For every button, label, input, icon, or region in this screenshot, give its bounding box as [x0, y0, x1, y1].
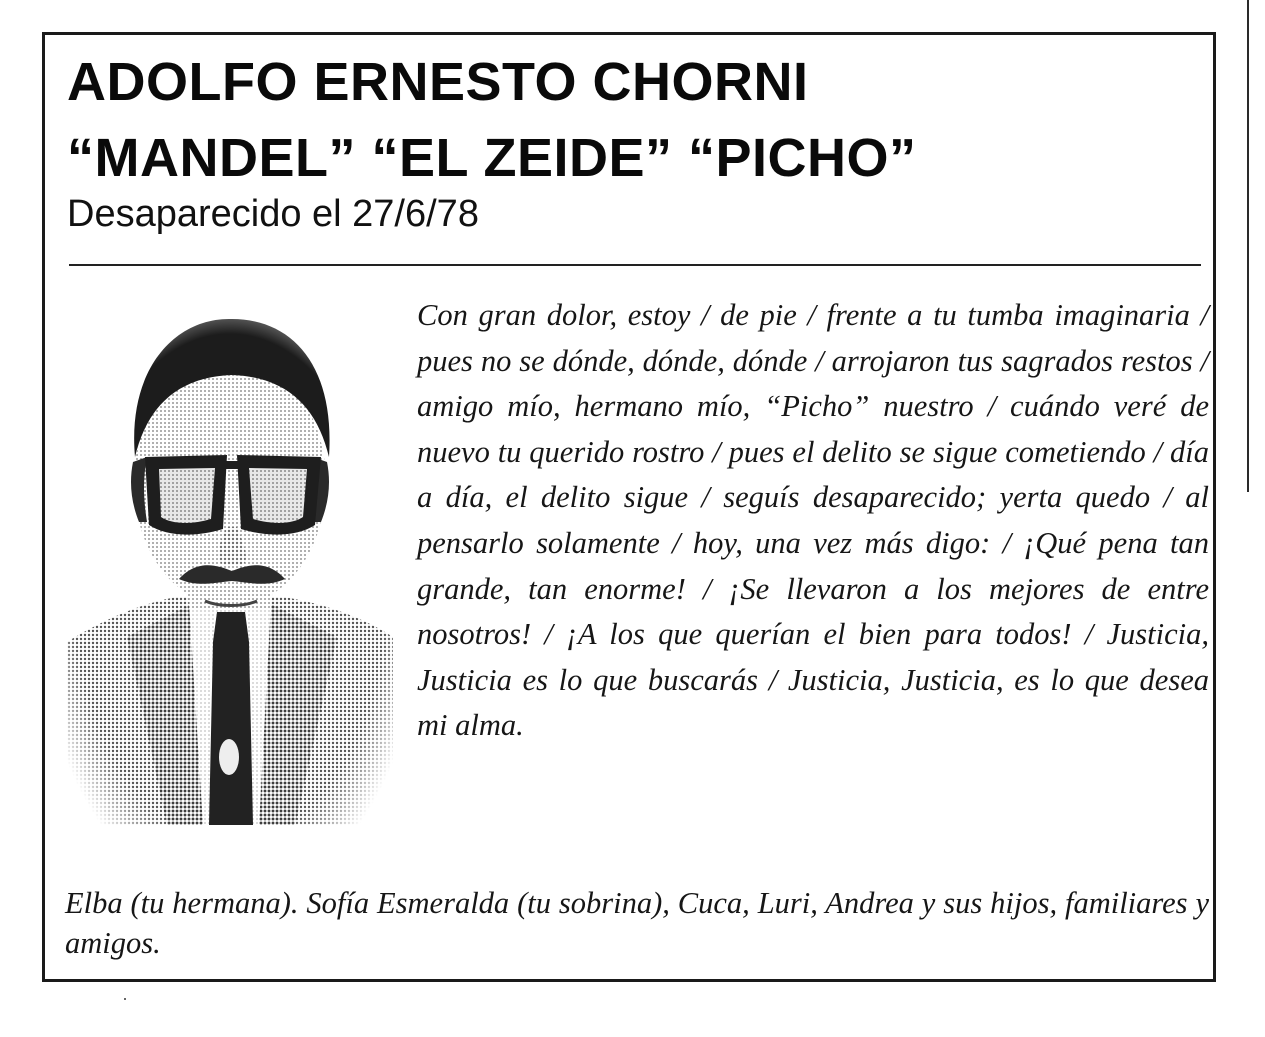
page-edge-line: [1247, 0, 1249, 492]
notice-title-name: ADOLFO ERNESTO CHORNI: [67, 52, 809, 112]
notice-title-nicknames: “MANDEL” “EL ZEIDE” “PICHO”: [67, 128, 917, 188]
memorial-notice: [42, 32, 1216, 982]
signature-text: Elba (tu hermana). Sofía Esmeralda (tu sobrina), Cuca, Luri, Andrea y sus hijos, familiares y amigos.: [65, 886, 1209, 960]
portrait-photo: [67, 297, 393, 825]
poem-text: Con gran dolor, estoy / de pie / frente a tu tumba imaginaria / pues no se dónde, dónde, dónde / arrojaron tus sagrados restos / amigo mío, hermano mío, “Picho” nuestro / cuándo veré de nuevo tu querido rostro / pues el delito se sigue cometiendo / día a día, el delito sigue / seguís desaparecido; yerta quedo / al pensarlo solamente / hoy, una vez más digo: / ¡Qué pena tan grande, tan enorme! / ¡Se llevaron a los mejores de entre nosotros! / ¡A los que querían el bien para todos! / Justicia, Justicia es lo que buscarás / Justicia, Justicia, es lo que desea mi alma.: [417, 298, 1209, 743]
notice-subtitle-date: Desaparecido el 27/6/78: [67, 193, 479, 235]
scan-speck: [124, 998, 126, 1000]
divider-rule: [69, 264, 1201, 266]
